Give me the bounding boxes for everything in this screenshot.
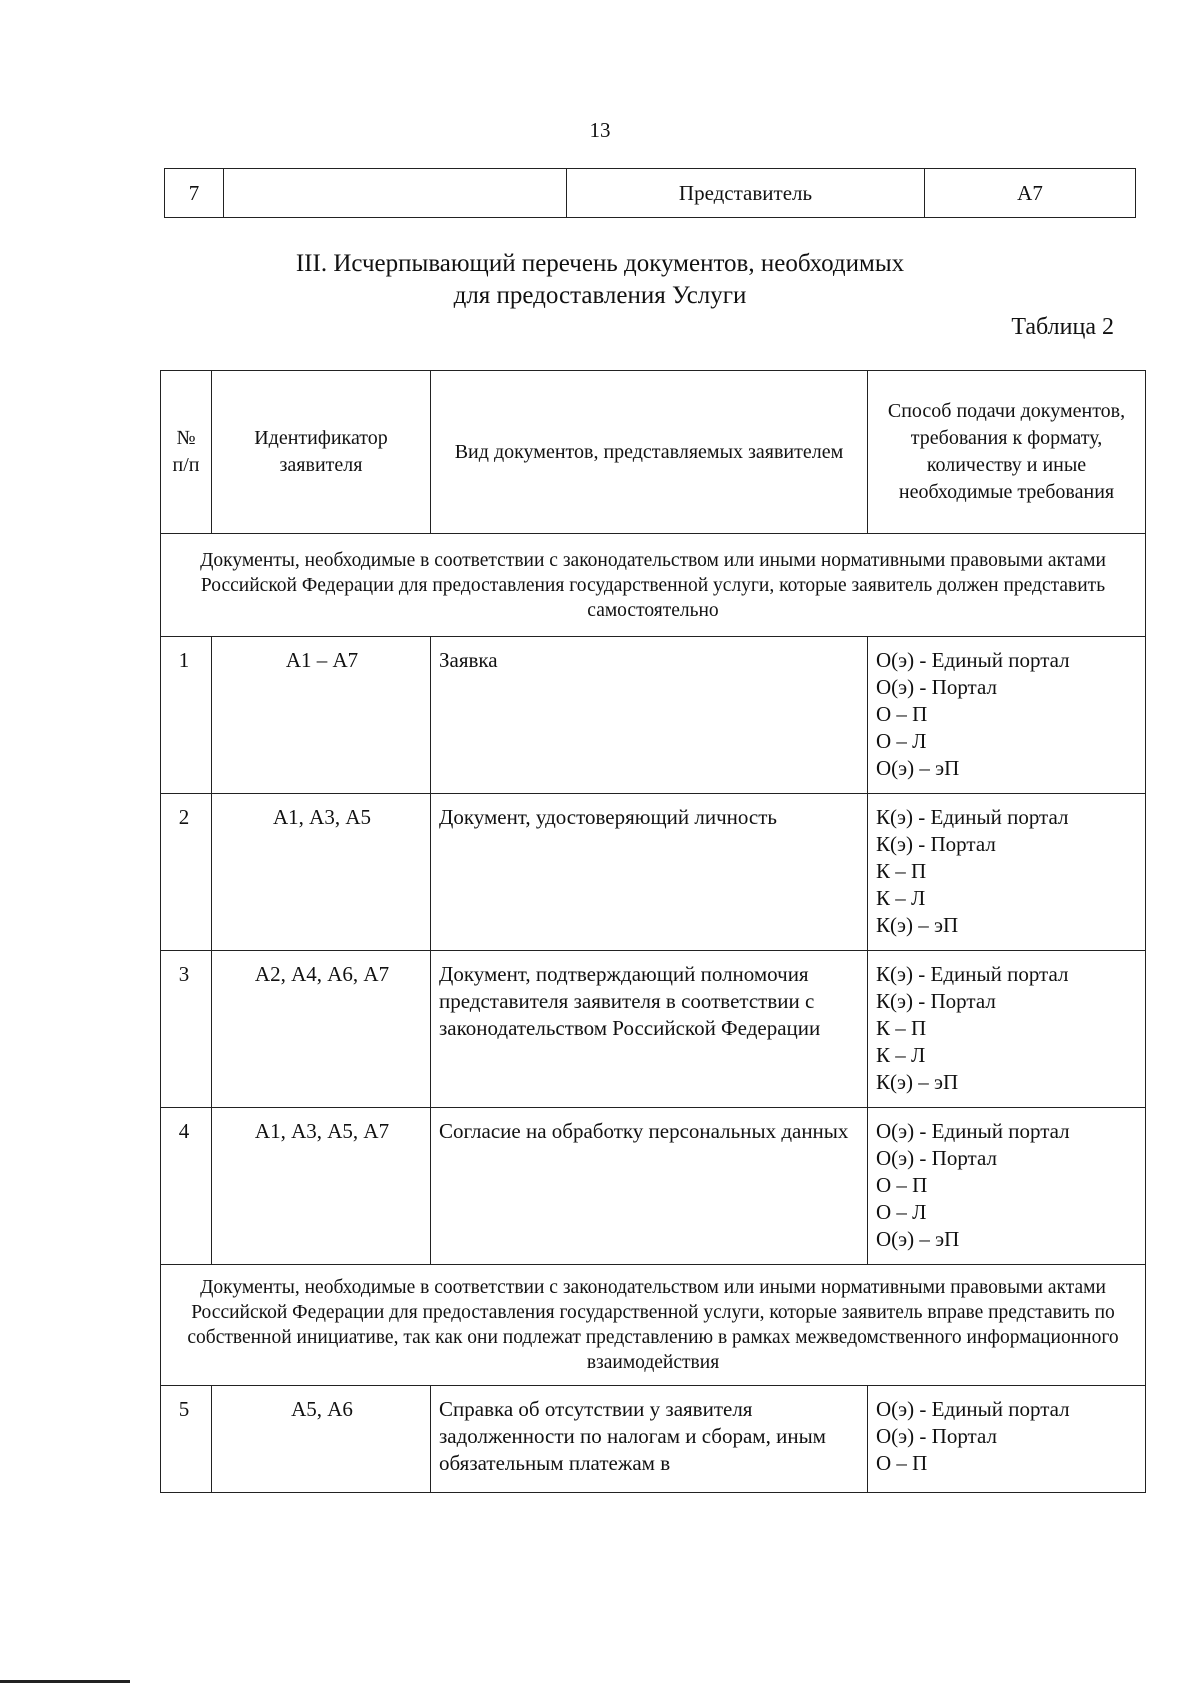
method-line: О(э) - Портал [876, 675, 997, 699]
method-line: К(э) – эП [876, 913, 959, 937]
method-line: О – Л [876, 729, 927, 753]
row-number: 5 [161, 1386, 212, 1493]
method-line: К(э) - Портал [876, 989, 996, 1013]
header-identifier: Идентификатор заявителя [212, 371, 431, 534]
header-number-line-1: № [176, 427, 196, 449]
method-line: О(э) – эП [876, 1227, 960, 1251]
section-heading-2: Документы, необходимые в соответствии с законодательством или иными нормативными правовыми актами Российской Федерации для предоставления государственной услуги, которые заявитель вправе представить по собственной инициативе, так как они подлежат представлению в рамках межведомственного информационного взаимодействия [161, 1265, 1146, 1386]
section-heading-1: Документы, необходимые в соответствии с законодательством или иными нормативными правовыми актами Российской Федерации для предоставления государственной услуги, которые заявитель должен представить самостоятельно [161, 534, 1146, 637]
row-identifier: А1, А3, А5, А7 [212, 1108, 431, 1265]
method-line: О(э) – эП [876, 756, 960, 780]
row-methods [868, 951, 1146, 1108]
cell-role: Представитель [567, 169, 925, 218]
documents-table [160, 370, 1146, 1493]
row-identifier: А2, А4, А6, А7 [212, 951, 431, 1108]
section-row [161, 1265, 1146, 1386]
row-document: Документ, удостоверяющий личность [431, 794, 868, 951]
method-line: О – П [876, 702, 928, 726]
method-line: К(э) - Единый портал [876, 805, 1069, 829]
cell-identifier: А7 [925, 169, 1136, 218]
header-number-line-2: п/п [172, 454, 200, 476]
row-number: 1 [161, 637, 212, 794]
row-document: Согласие на обработку персональных данных [431, 1108, 868, 1265]
cell-number: 7 [165, 169, 224, 218]
table-label: Таблица 2 [1011, 314, 1114, 340]
table-row [161, 794, 1146, 951]
page-number: 13 [589, 118, 611, 142]
method-line: К(э) - Портал [876, 832, 996, 856]
table-row [161, 637, 1146, 794]
method-line: К – Л [876, 1043, 926, 1067]
method-line: О(э) - Единый портал [876, 1119, 1070, 1143]
method-line: О – П [876, 1173, 928, 1197]
section-title-line-1: III. Исчерпывающий перечень документов, необходимых [295, 250, 905, 277]
method-line: О(э) - Единый портал [876, 1397, 1070, 1421]
table-row [165, 169, 1136, 218]
section-title-line-2: для предоставления Услуги [453, 282, 747, 309]
method-line: К – Л [876, 886, 926, 910]
row-number: 2 [161, 794, 212, 951]
method-line: О(э) - Портал [876, 1424, 997, 1448]
row-document: Заявка [431, 637, 868, 794]
table-row [161, 951, 1146, 1108]
row-methods [868, 794, 1146, 951]
row-methods [868, 637, 1146, 794]
method-line: О – П [876, 1451, 928, 1475]
method-line: К – П [876, 859, 927, 883]
method-line: О – Л [876, 1200, 927, 1224]
row-identifier: А5, А6 [212, 1386, 431, 1493]
table-row [161, 1386, 1146, 1493]
header-method: Способ подачи документов, требования к формату, количеству и иные необходимые требования [868, 371, 1146, 534]
method-line: О(э) - Портал [876, 1146, 997, 1170]
row-methods [868, 1386, 1146, 1493]
method-line: О(э) - Единый портал [876, 648, 1070, 672]
header-doc-type: Вид документов, представляемых заявителем [431, 371, 868, 534]
footer-rule [0, 1680, 130, 1683]
row-number: 4 [161, 1108, 212, 1265]
row-methods [868, 1108, 1146, 1265]
section-title [0, 248, 1200, 312]
method-line: К(э) – эП [876, 1070, 959, 1094]
table-row [161, 1108, 1146, 1265]
header-number [161, 371, 212, 534]
method-line: К – П [876, 1016, 927, 1040]
method-line: К(э) - Единый портал [876, 962, 1069, 986]
cell-empty [224, 169, 567, 218]
row-number: 3 [161, 951, 212, 1108]
row-document: Справка об отсутствии у заявителя задолженности по налогам и сборам, иным обязательным платежам в [431, 1386, 868, 1493]
row-identifier: А1, А3, А5 [212, 794, 431, 951]
section-row [161, 534, 1146, 637]
top-table-fragment [164, 168, 1136, 218]
row-document: Документ, подтверждающий полномочия представителя заявителя в соответствии с законодательством Российской Федерации [431, 951, 868, 1108]
row-identifier: А1 – А7 [212, 637, 431, 794]
header-row [161, 371, 1146, 534]
